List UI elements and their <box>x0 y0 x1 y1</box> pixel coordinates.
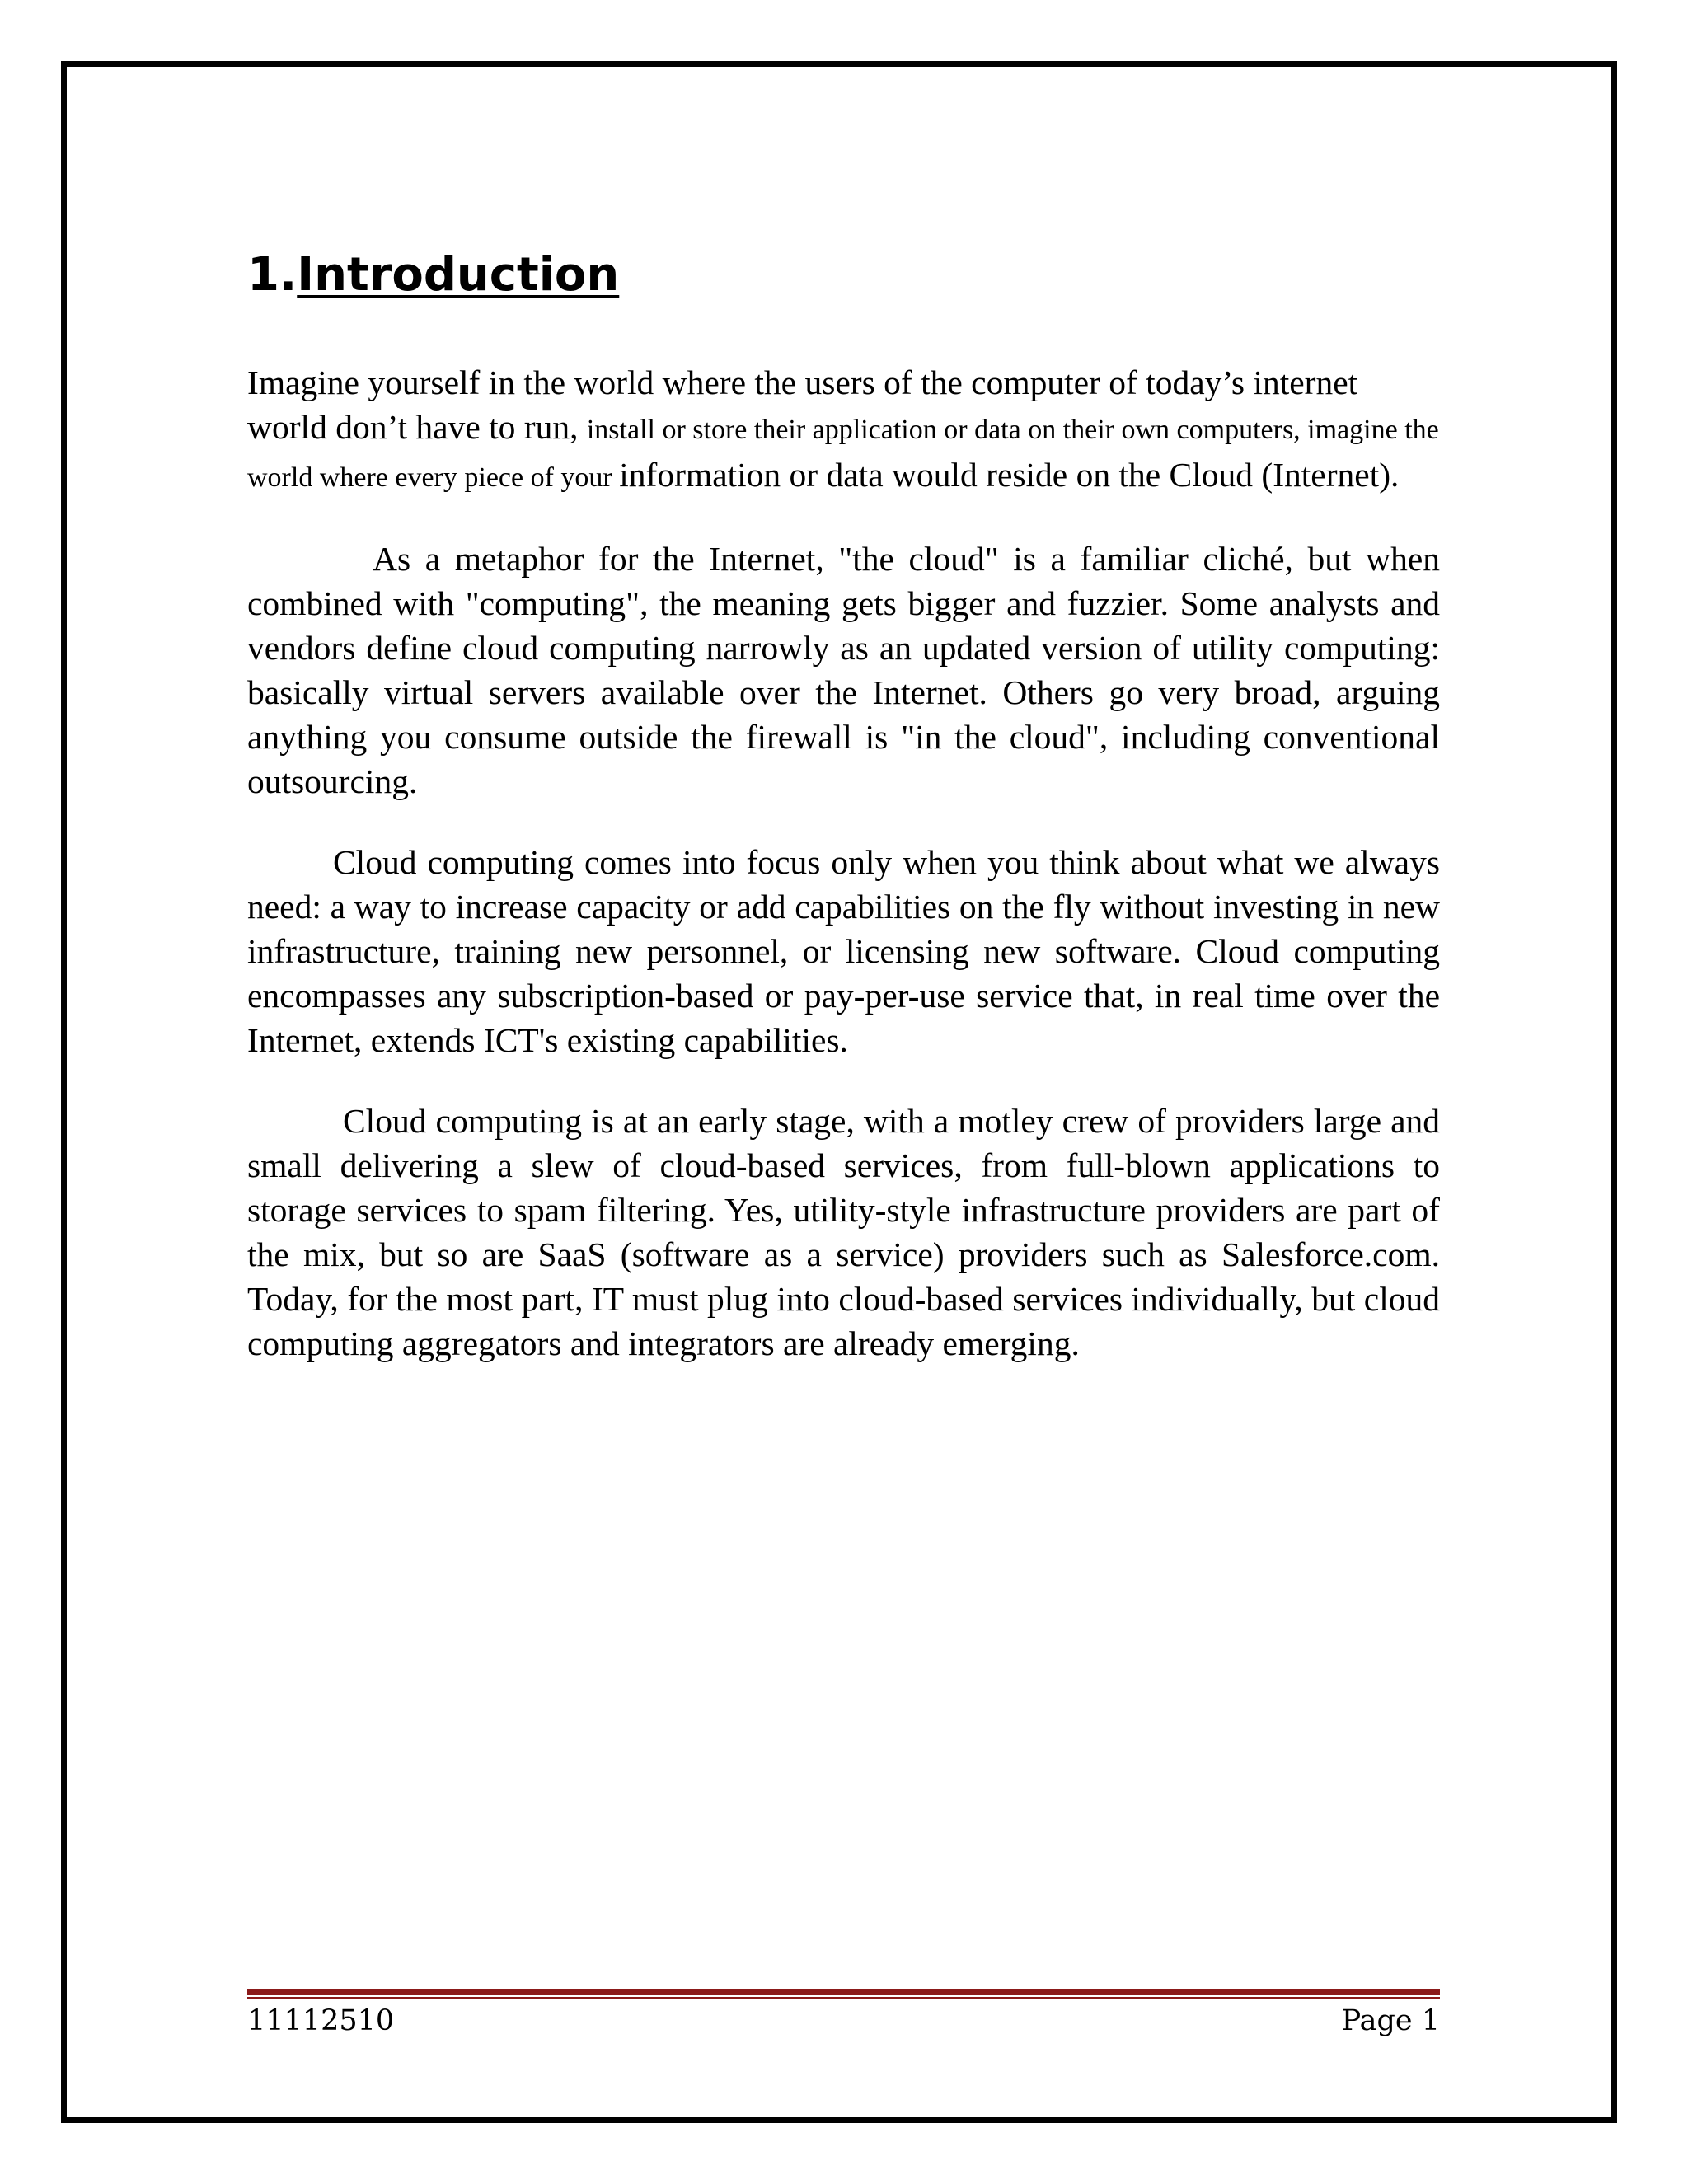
section-heading <box>247 247 1440 302</box>
paragraph-2: As a metaphor for the Internet, "the cloud" is a familiar cliché, but when combined with "computing", the meaning gets bigger and fuzzier. Some analysts and vendors define cloud computing narrowly as an updated version of utility computing: basically virtual servers available over the Internet. Others go very broad, arguing anything you consume outside the firewall is "in the cloud", including conventional outsourcing. <box>247 540 1440 801</box>
document-body <box>247 247 1440 1402</box>
paragraph-1-part-3: information or data would reside on the Cloud (Internet). <box>619 456 1400 494</box>
paragraph-1-part-1: Imagine yourself in the world where the users of the computer of today’s internet world don’t have to run, <box>247 363 1358 447</box>
paragraph-1 <box>247 360 1440 500</box>
footer-rule-thick <box>247 1989 1440 1995</box>
footer-rule <box>247 1989 1440 1999</box>
page-footer <box>247 2004 1440 2037</box>
section-title: Introduction <box>297 248 620 302</box>
footer-page-number: Page 1 <box>1341 2004 1440 2037</box>
paragraph-1-part-2: install or store their application or data on their own computers, imagine the world where every piece of your <box>247 415 1439 494</box>
footer-document-id: 11112510 <box>247 2004 395 2037</box>
footer-rule-thin <box>247 1997 1440 1999</box>
paragraph-4: Cloud computing is at an early stage, with a motley crew of providers large and small delivering a slew of cloud-based services, from full-blown applications to storage services to spam filtering. Yes, utility-style infrastructure providers are part of the mix, but so are SaaS (software as a service) providers such as Salesforce.com. Today, for the most part, IT must plug into cloud-based services individually, but cloud computing aggregators and integrators are already emerging. <box>247 1102 1440 1363</box>
section-number: 1. <box>247 248 298 302</box>
paragraph-3: Cloud computing comes into focus only when you think about what we always need: a way to increase capacity or add capabilities on the fly without investing in new infrastructure, training new personnel, or licensing new software. Cloud computing encompasses any subscription-based or pay-per-use service that, in real time over the Internet, extends ICT's existing capabilities. <box>247 843 1440 1060</box>
